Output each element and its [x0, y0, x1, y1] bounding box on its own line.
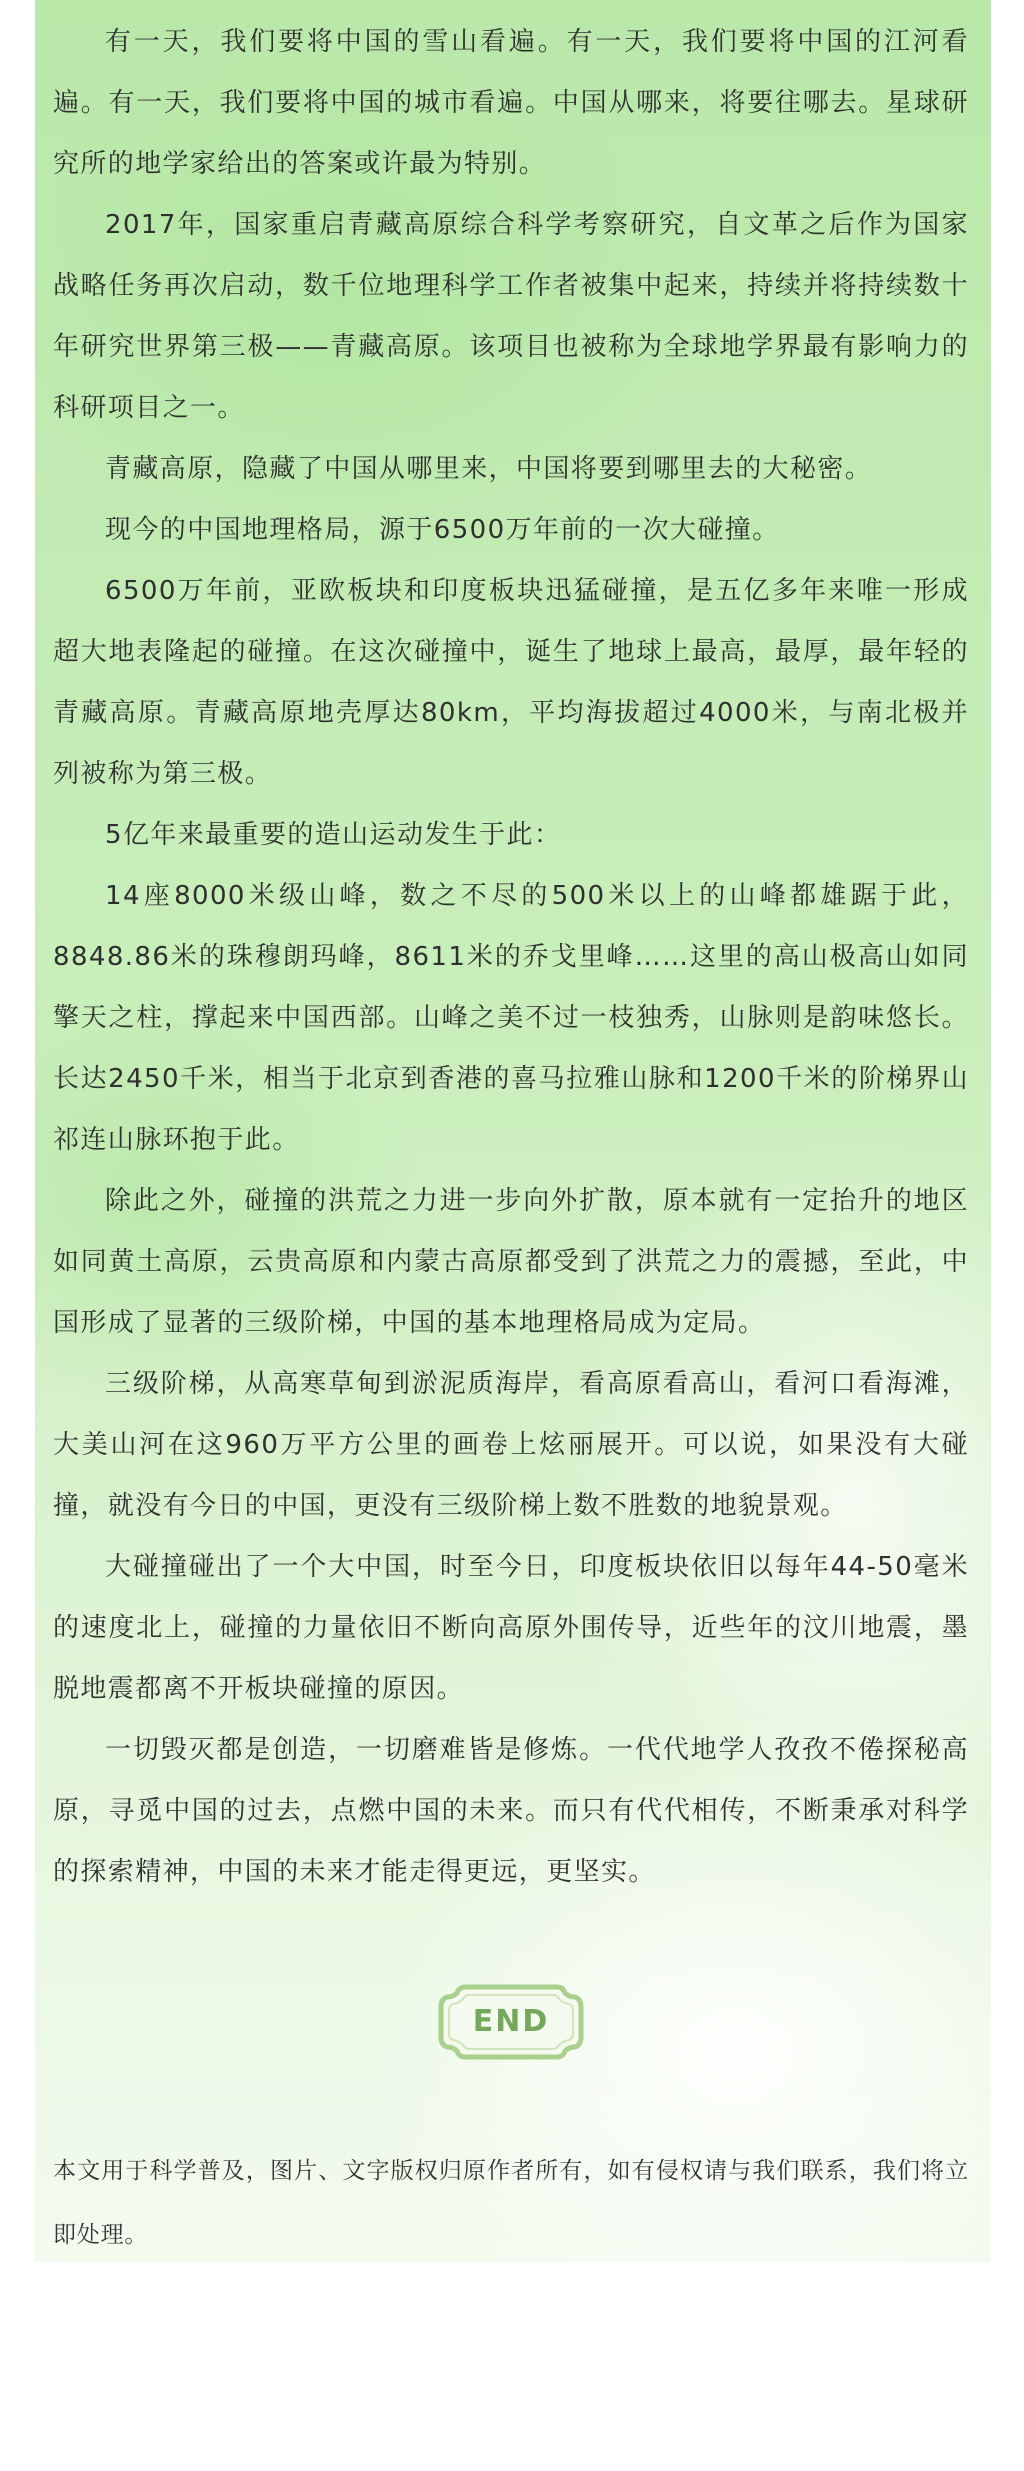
paragraph: 2017年，国家重启青藏高原综合科学考察研究，自文革之后作为国家战略任务再次启动，数千位地理科学工作者被集中起来，持续并将持续数十年研究世界第三极——青藏高原。该项目也被称为全球地学界最有影响力的科研项目之一。 — [53, 210, 969, 423]
end-badge — [435, 1981, 587, 2063]
copyright-disclaimer: 本文用于科学普及，图片、文字版权归原作者所有，如有侵权请与我们联系，我们将立即处理。 — [53, 2158, 969, 2248]
end-marker — [53, 1981, 969, 2063]
paragraph: 5亿年来最重要的造山运动发生于此： — [105, 820, 562, 850]
end-label: END — [472, 2004, 550, 2039]
paragraph: 6500万年前，亚欧板块和印度板块迅猛碰撞，是五亿多年来唯一形成超大地表隆起的碰撞。在这次碰撞中，诞生了地球上最高，最厚，最年轻的青藏高原。青藏高原地壳厚达80km，平均海拔超过4000米，与南北极并列被称为第三极。 — [53, 576, 969, 789]
paragraph: 有一天，我们要将中国的雪山看遍。有一天，我们要将中国的江河看遍。有一天，我们要将中国的城市看遍。中国从哪来，将要往哪去。星球研究所的地学家给出的答案或许最为特别。 — [53, 27, 969, 179]
paragraph: 除此之外，碰撞的洪荒之力进一步向外扩散，原本就有一定抬升的地区如同黄土高原，云贵高原和内蒙古高原都受到了洪荒之力的震撼，至此，中国形成了显著的三级阶梯，中国的基本地理格局成为定局。 — [53, 1186, 969, 1338]
paragraph: 现今的中国地理格局，源于6500万年前的一次大碰撞。 — [105, 515, 780, 545]
paragraph: 三级阶梯，从高寒草甸到淤泥质海岸，看高原看高山，看河口看海滩，大美山河在这960万平方公里的画卷上炫丽展开。可以说，如果没有大碰撞，就没有今日的中国，更没有三级阶梯上数不胜数的地貌景观。 — [53, 1369, 969, 1521]
paragraph: 青藏高原，隐藏了中国从哪里来，中国将要到哪里去的大秘密。 — [105, 454, 873, 484]
paragraph: 14座8000米级山峰，数之不尽的500米以上的山峰都雄踞于此，8848.86米的珠穆朗玛峰，8611米的乔戈里峰……这里的高山极高山如同擎天之柱，撑起来中国西部。山峰之美不过一枝独秀，山脉则是韵味悠长。长达2450千米，相当于北京到香港的喜马拉雅山脉和1200千米的阶梯界山祁连山脉环抱于此。 — [53, 881, 969, 1155]
paragraph: 大碰撞碰出了一个大中国，时至今日，印度板块依旧以每年44-50毫米的速度北上，碰撞的力量依旧不断向高原外围传导，近些年的汶川地震，墨脱地震都离不开板块碰撞的原因。 — [53, 1552, 969, 1704]
article-body — [53, 0, 969, 1903]
article-card — [35, 0, 991, 2262]
paragraph: 一切毁灭都是创造，一切磨难皆是修炼。一代代地学人孜孜不倦探秘高原，寻觅中国的过去，点燃中国的未来。而只有代代相传，不断秉承对科学的探索精神，中国的未来才能走得更远，更坚实。 — [53, 1735, 969, 1887]
